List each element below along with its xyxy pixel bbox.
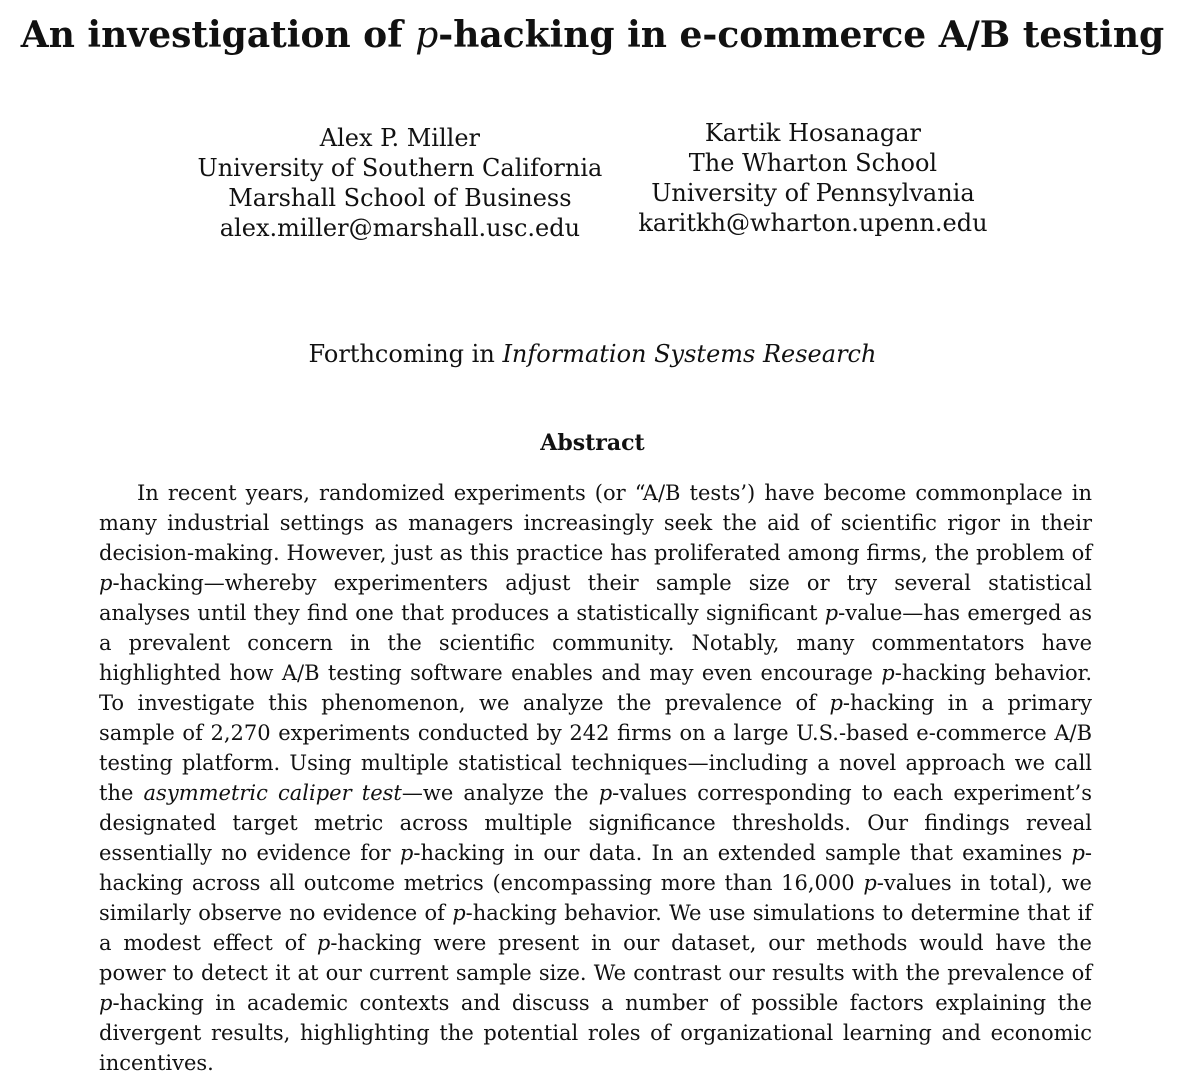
author-affiliation: The Wharton School [688,149,938,177]
abstract-italic-run: p [829,691,843,715]
abstract-text-run: -hacking behavior. We use simulations to determine that if a modest effect of [99,901,1092,955]
abstract-italic-run: p [399,841,414,865]
author-affiliation: University of Pennsylvania [651,179,975,207]
abstract-text-run: —we analyze the [401,781,599,805]
abstract-italic-run: p [598,781,613,805]
abstract-text-run: -hacking were present in our dataset, our methods would have the power to detect it at our current sample size. We contrast our results with the prevalence of [99,931,1092,985]
venue-prefix: Forthcoming in [308,340,503,368]
author-email: karitkh@wharton.upenn.edu [638,209,988,237]
abstract-text-run: -hacking behavior. To investigate this phenomenon, we analyze the prevalence of [99,661,1092,715]
author-2 [638,118,987,243]
abstract-text-run: -values corresponding to each experiment’s designated target metric across multiple significance thresholds. Our findings reveal essentially no evidence for [99,781,1092,865]
abstract-text-run: -hacking—whereby experimenters adjust their sample size or try several statistical analyses until they find one that produces a statistically significant [99,571,1092,625]
venue-line [0,338,1185,370]
author-block [0,118,1185,243]
abstract-italic-run: p [824,601,839,625]
author-affiliation: University of Southern California [197,154,603,182]
title-pre: An investigation of [20,14,416,56]
title-variable: p [415,15,439,56]
title-post: -hacking in e-commerce A/B testing [438,14,1165,56]
abstract-italic-run: p [452,901,466,925]
abstract-italic-run: p [881,661,895,685]
abstract-text-run: -hacking in our data. In an extended sample that examines [413,841,1072,865]
paper-title [0,12,1185,59]
abstract-heading: Abstract [540,430,645,456]
abstract-italic-run: p [316,931,331,955]
abstract-italic-run: asymmetric caliper test [143,781,402,805]
abstract-text-run: -hacking in academic contexts and discuss a number of possible factors explaining the divergent results, highlighting the potential roles of organizational learning and economic incentives. [99,991,1092,1075]
author-name: Kartik Hosanagar [704,119,921,147]
author-email: alex.miller@marshall.usc.edu [219,214,581,242]
abstract-text-run: -hacking in a primary sample of 2,270 experiments conducted by 242 firms on a large U.S.-based e-commerce A/B testing platform. Using multiple statistical techniques—including a novel approach we call the [99,691,1092,805]
venue-journal: Information Systems Research [502,340,877,368]
abstract-italic-run: p [863,871,877,895]
abstract-italic-run: p [1071,841,1085,865]
author-name: Alex P. Miller [319,124,480,152]
abstract-body [99,478,1092,1078]
abstract-text-run: -values in total), we similarly observe no evidence of [99,871,1092,925]
author-1 [197,118,602,243]
abstract-text-run: In recent years, randomized experiments (or “A/B tests’) have become commonplace in many industrial settings as managers increasingly seek the aid of scientific rigor in their decision-making. However, just as this practice has proliferated among firms, the problem of [99,481,1092,565]
abstract-italic-run: p [99,571,113,595]
abstract-italic-run: p [99,991,113,1015]
abstract-text-run: -value—has emerged as a prevalent concern in the scientific community. Notably, many commentators have highlighted how A/B testing software enables and may even encourage [99,601,1092,685]
author-affiliation: Marshall School of Business [228,184,572,212]
abstract-text-run: -hacking across all outcome metrics (encompassing more than 16,000 [99,841,1092,895]
